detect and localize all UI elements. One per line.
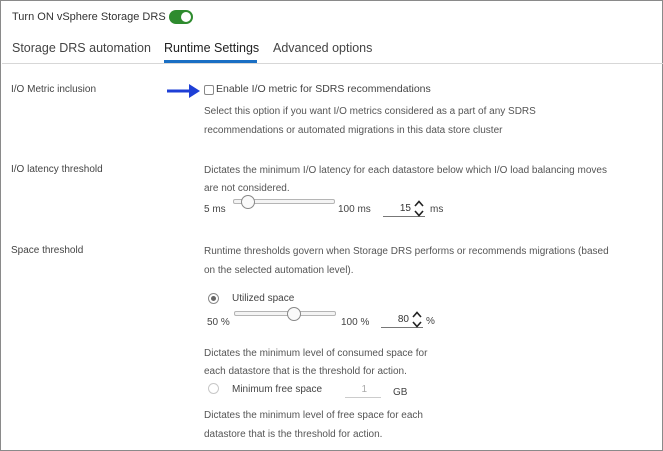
chevron-down-icon[interactable]	[414, 210, 424, 217]
space-spinner[interactable]	[411, 311, 422, 328]
io-metric-checkbox[interactable]	[204, 85, 214, 95]
tab-advanced-options[interactable]: Advanced options	[273, 41, 373, 55]
latency-slider-max-label: 100 ms	[338, 204, 371, 215]
utilized-space-label: Utilized space	[232, 293, 295, 304]
space-slider-track[interactable]	[234, 311, 336, 316]
tabs-divider	[2, 63, 663, 64]
latency-spinner[interactable]	[413, 200, 424, 217]
storage-drs-toggle[interactable]	[169, 10, 193, 24]
free-space-description-line1: Dictates the minimum level of free space for each	[204, 410, 423, 421]
io-metric-label: I/O Metric inclusion	[11, 84, 97, 95]
io-latency-description-line1: Dictates the minimum I/O latency for each datastore below which I/O load balancing moves	[204, 165, 607, 176]
space-description-line1: Runtime thresholds govern when Storage DRS performs or recommends migrations (based	[204, 246, 609, 257]
tab-runtime-settings[interactable]: Runtime Settings	[164, 41, 260, 55]
io-latency-label: I/O latency threshold	[11, 164, 103, 175]
space-slider-thumb[interactable]	[287, 307, 301, 321]
latency-slider-thumb[interactable]	[241, 195, 255, 209]
io-metric-description-line1: Select this option if you want I/O metrics considered as a part of any SDRS	[204, 106, 536, 117]
utilized-space-radio[interactable]	[208, 293, 219, 304]
free-space-value-input[interactable]	[345, 381, 381, 398]
chevron-up-icon[interactable]	[412, 311, 422, 318]
minimum-free-space-radio[interactable]	[208, 383, 219, 394]
space-slider-min-label: 50 %	[207, 317, 230, 328]
latency-slider-min-label: 5 ms	[204, 204, 226, 215]
toggle-knob	[181, 12, 191, 22]
arrow-right-icon	[165, 81, 201, 101]
io-metric-checkbox-label: Enable I/O metric for SDRS recommendations	[216, 83, 431, 95]
chevron-up-icon[interactable]	[414, 200, 424, 207]
tab-storage-drs-automation[interactable]: Storage DRS automation	[12, 41, 151, 55]
latency-unit-label: ms	[430, 204, 444, 215]
space-description-line2: on the selected automation level).	[204, 265, 354, 276]
space-threshold-label: Space threshold	[11, 245, 84, 256]
io-metric-description-line2: recommendations or automated migrations in this data store cluster	[204, 125, 503, 136]
storage-drs-toggle-label: Turn ON vSphere Storage DRS	[12, 11, 166, 23]
chevron-down-icon[interactable]	[412, 321, 422, 328]
free-space-unit-label: GB	[393, 387, 408, 398]
space-slider-max-label: 100 %	[341, 317, 370, 328]
io-latency-description-line2: are not considered.	[204, 183, 290, 194]
utilized-description-line1: Dictates the minimum level of consumed space for	[204, 348, 428, 359]
utilized-description-line2: each datastore that is the threshold for action.	[204, 366, 407, 377]
minimum-free-space-label: Minimum free space	[232, 384, 323, 395]
free-space-description-line2: datastore that is the threshold for action.	[204, 429, 383, 440]
space-unit-label: %	[426, 316, 435, 327]
